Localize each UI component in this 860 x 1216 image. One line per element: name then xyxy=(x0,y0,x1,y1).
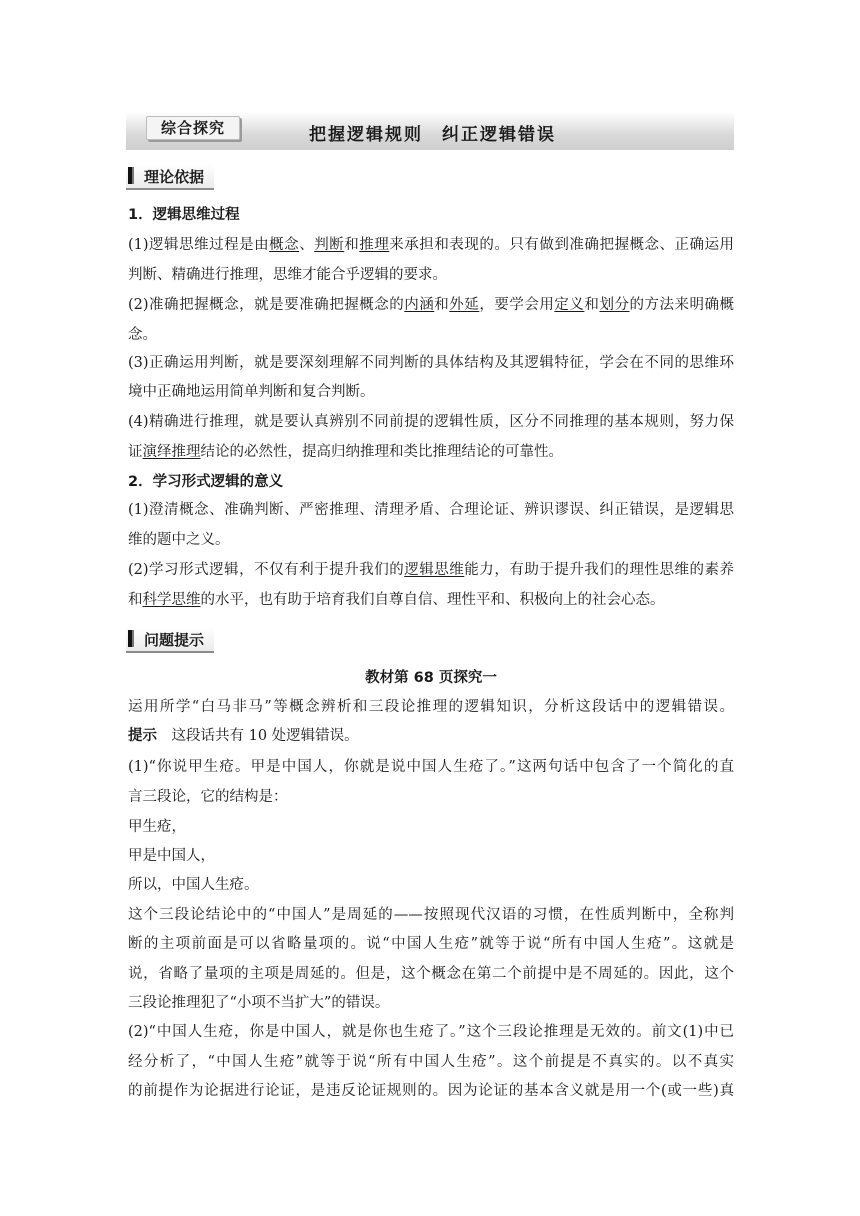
paragraph-line: 经分析了，“中国人生疮”就等于说“所有中国人生疮”。这个前提是不真实的。以不真实 xyxy=(128,1054,734,1070)
paragraph-line: (1)澄清概念、准确判断、严密推理、清理矛盾、合理论证、辨识谬误、纠正错误，是逻辑思 xyxy=(128,502,734,518)
syllogism-line: 甲生疮， xyxy=(128,819,186,835)
paragraph-line: (2)准确把握概念，就是要准确把握概念的内涵和外延，要学会用定义和划分的方法来明确概 xyxy=(128,297,735,313)
hint-title: 教材第 68 页探究一 xyxy=(365,670,497,686)
paragraph-line: (1)逻辑思维过程是由概念、判断和推理来承担和表现的。只有做到准确把握概念、正确运用 xyxy=(128,237,735,253)
section-marker xyxy=(128,167,134,184)
paragraph-line: 证演绎推理结论的必然性，提高归纳推理和类比推理结论的可靠性。 xyxy=(128,444,563,460)
paragraph-line: (2)“中国人生疮，你是中国人，就是你也生疮了。”这个三段论推理是无效的。前文(1)中已 xyxy=(128,1024,734,1040)
paragraph-line: 这个三段论结论中的“中国人”是周延的——按照现代汉语的习惯，在性质判断中，全称判 xyxy=(128,907,734,923)
paragraph-line: 和科学思维的水平，也有助于培育我们自尊自信、理性平和、积极向上的社会心态。 xyxy=(128,592,665,608)
syllogism-line: 甲是中国人， xyxy=(128,848,215,864)
paragraph-line: (4)精确进行推理，就是要认真辨别不同前提的逻辑性质，区分不同推理的基本规则，努力保 xyxy=(128,414,734,430)
paragraph-line: 言三段论，它的结构是： xyxy=(128,789,288,805)
paragraph-line: (2)学习形式逻辑，不仅有利于提升我们的逻辑思维能力，有助于提升我们的理性思维的素养 xyxy=(128,562,734,578)
section-label: 问题提示 xyxy=(144,631,205,649)
paragraph-line: 的前提作为论据进行论证，是违反论证规则的。因为论证的基本含义就是用一个(或一些)真 xyxy=(128,1083,734,1099)
section-banner xyxy=(126,112,734,150)
paragraph-line: 断的主项前面是可以省略量项的。说“中国人生疮”就等于说“所有中国人生疮”。这就是 xyxy=(128,936,734,952)
paragraph-line: 判断、精确进行推理，思维才能合乎逻辑的要求。 xyxy=(128,267,447,283)
banner-title: 把握逻辑规则 纠正逻辑错误 xyxy=(309,125,556,145)
heading-2: 2．学习形式逻辑的意义 xyxy=(128,474,284,490)
paragraph-line: 三段论推理犯了“小项不当扩大”的错误。 xyxy=(128,995,390,1011)
section-label: 理论依据 xyxy=(144,168,205,186)
tip-line: 提示 这段话共有 10 处逻辑错误。 xyxy=(128,728,359,744)
banner-tag: 综合探究 xyxy=(146,116,240,140)
paragraph-line: (1)“你说甲生疮。甲是中国人，你就是说中国人生疮了。”这两句话中包含了一个简化的直 xyxy=(128,759,734,775)
heading-1: 1．逻辑思维过程 xyxy=(128,207,240,223)
paragraph-line: 说，省略了量项的主项是周延的。但是，这个概念在第二个前提中是不周延的。因此，这个 xyxy=(128,966,734,982)
section-header-hints xyxy=(126,627,214,653)
section-header-theory xyxy=(126,164,214,190)
paragraph-line: 境中正确地运用简单判断和复合判断。 xyxy=(128,384,375,400)
question-text: 运用所学“白马非马”等概念辨析和三段论推理的逻辑知识，分析这段话中的逻辑错误。 xyxy=(128,699,734,715)
paragraph-line: 维的题中之义。 xyxy=(128,532,230,548)
paragraph-line: (3)正确运用判断，就是要深刻理解不同判断的具体结构及其逻辑特征，学会在不同的思维环 xyxy=(128,355,734,371)
section-marker xyxy=(128,630,134,647)
tip-label: 提示 xyxy=(128,728,157,744)
syllogism-line: 所以，中国人生疮。 xyxy=(128,877,259,893)
paragraph-line: 念。 xyxy=(128,327,157,343)
